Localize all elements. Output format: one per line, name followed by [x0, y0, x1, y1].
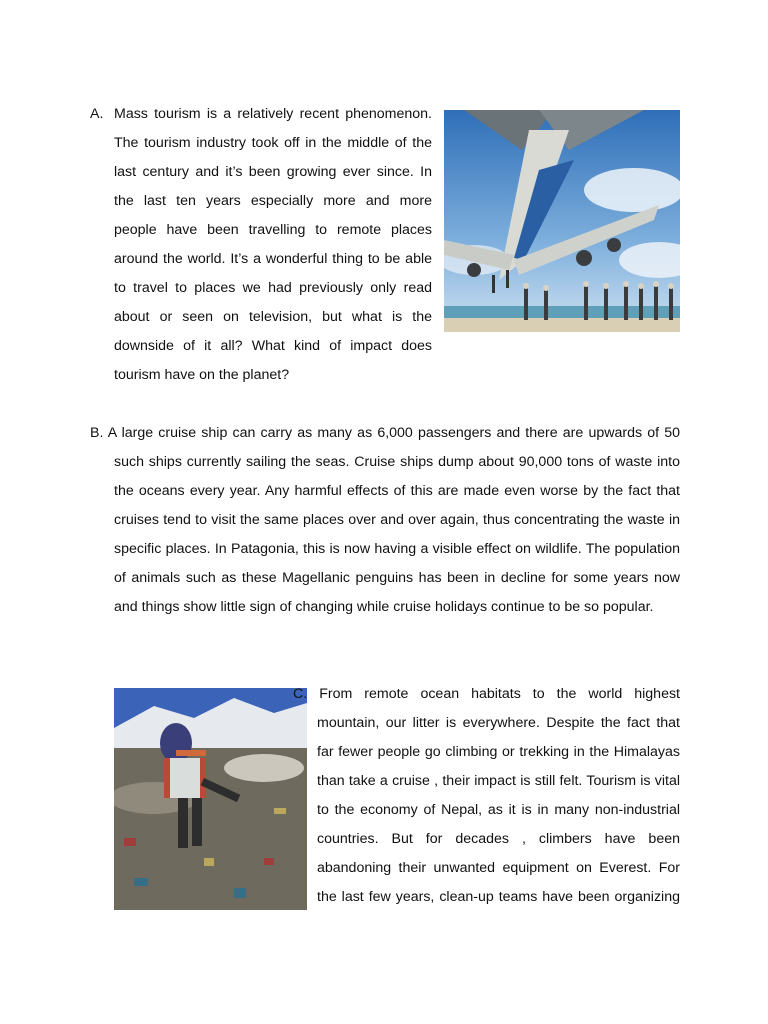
- airplane-beach-photo: [444, 110, 680, 332]
- paragraph-b: [90, 419, 680, 622]
- paragraph-c-text: C. From remote ocean habitats to the world highest mountain, our litter is everywhere. Despite the fact that far fewer people go climbing or trekking in the Himalayas than take a cruise , their impact is still felt. Tourism is vital to the economy of Nepal, as it is in many non-industrial countries. But for decades , climbers have been abandoning their unwanted equipment on Everest. For the last few years, clean-up teams have been organizing: [293, 686, 680, 905]
- paragraph-c: [90, 680, 680, 916]
- paragraph-b-text: B. A large cruise ship can carry as many as 6,000 passengers and there are upwards of 50 such ships currently sailing the seas. Cruise ships dump about 90,000 tons of waste into the oceans every year. Any harmful effects of this are made even worse by the fact that cruises tend to visit the same places over and over again, thus concentrating the waste in specific places. In Patagonia, this is now having a visible effect on wildlife. The population of animals such as these Magellanic penguins has been in decline for some years now and things show little sign of changing while cruise holidays continue to be so popular.: [90, 425, 680, 615]
- paragraph-a-label: A.: [90, 106, 104, 122]
- paragraph-a-text: Mass tourism is a relatively recent phenomenon. The tourism industry took off in the middle of the last century and it’s been growing ever since. In the last ten years especially more and more people have been travelling to remote places around the world. It’s a wonderful thing to be able to travel to places we had previously only read about or seen on television, but what is the downside of it all? What kind of impact does tourism have on the planet?: [114, 106, 432, 383]
- paragraph-a: [90, 100, 680, 390]
- everest-litter-photo: [114, 688, 307, 910]
